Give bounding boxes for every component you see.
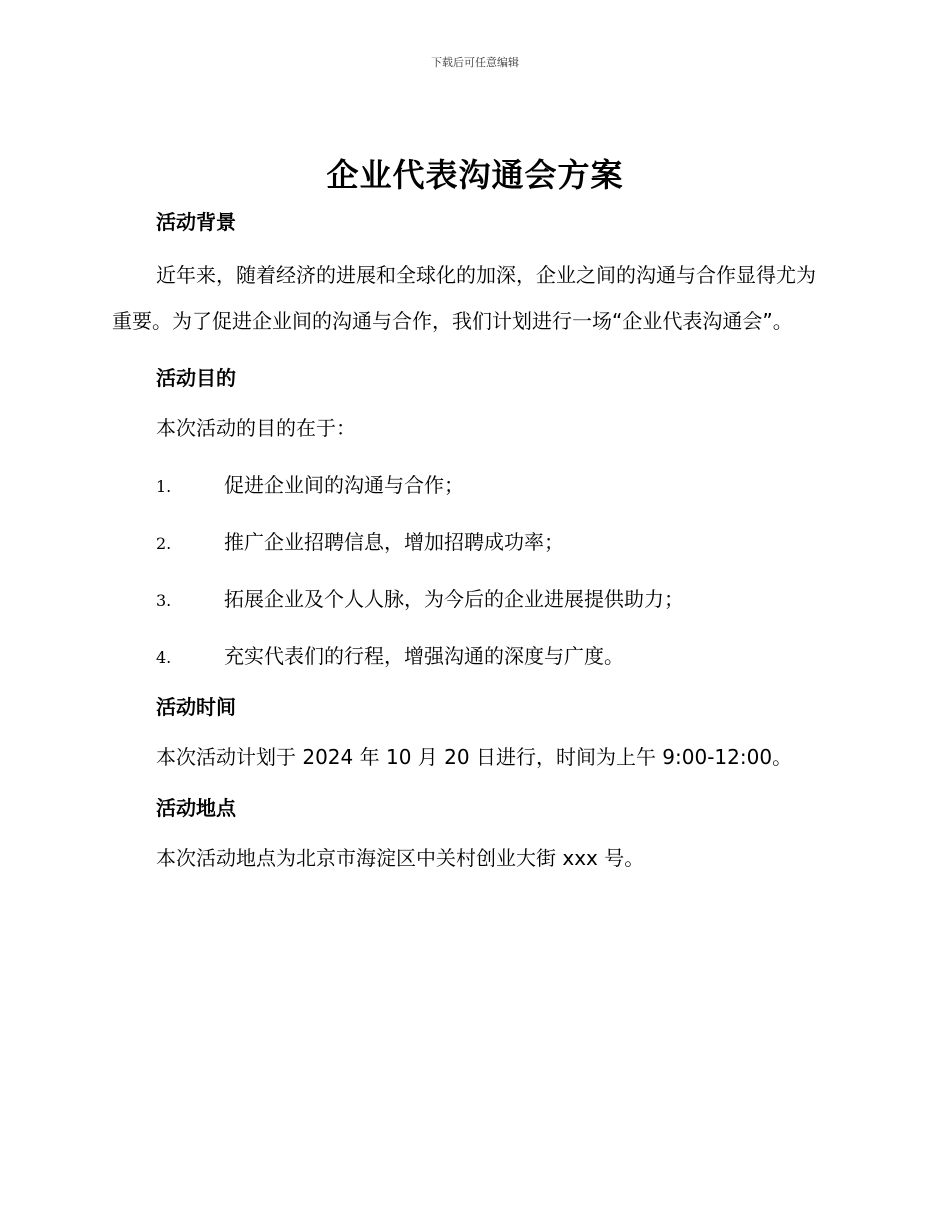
section-heading: 活动地点	[156, 796, 236, 820]
page-header-note: 下载后可任意编辑	[431, 56, 519, 69]
section-purpose	[112, 356, 830, 685]
section-paragraph: 本次活动地点为北京市海淀区中关村创业大街 xxx 号。	[156, 846, 645, 870]
list-item-text: 拓展企业及个人人脉，为今后的企业进展提供助力；	[224, 587, 684, 611]
list-item	[112, 457, 830, 514]
list-item	[112, 514, 830, 571]
section-paragraph: 本次活动计划于 2024 年 10 月 20 日进行，时间为上午 9:00-12:00。	[156, 745, 793, 769]
section-heading: 活动时间	[156, 695, 236, 719]
list-item	[112, 571, 830, 628]
section-heading: 活动背景	[156, 210, 236, 234]
list-item-text: 推广企业招聘信息，增加招聘成功率；	[224, 530, 564, 554]
section-time	[112, 685, 830, 786]
list-item-text: 充实代表们的行程，增强沟通的深度与广度。	[224, 644, 624, 668]
list-item-number: 2.	[156, 534, 172, 553]
section-location	[112, 786, 830, 887]
list-item-number: 3.	[156, 591, 172, 610]
list-item-number: 1.	[156, 477, 172, 496]
document-title: 企业代表沟通会方案	[326, 156, 624, 194]
section-heading: 活动目的	[156, 366, 236, 390]
list-item	[112, 628, 830, 685]
purpose-list	[112, 457, 830, 685]
section-paragraph: 近年来，随着经济的进展和全球化的加深，企业之间的沟通与合作显得尤为重要。为了促进企业间的沟通与合作，我们计划进行一场“企业代表沟通会”。	[112, 263, 816, 333]
list-item-number: 4.	[156, 648, 172, 667]
document-body	[112, 200, 830, 887]
list-item-text: 促进企业间的沟通与合作；	[224, 473, 464, 497]
section-intro: 本次活动的目的在于：	[156, 416, 356, 440]
section-background	[112, 200, 830, 344]
